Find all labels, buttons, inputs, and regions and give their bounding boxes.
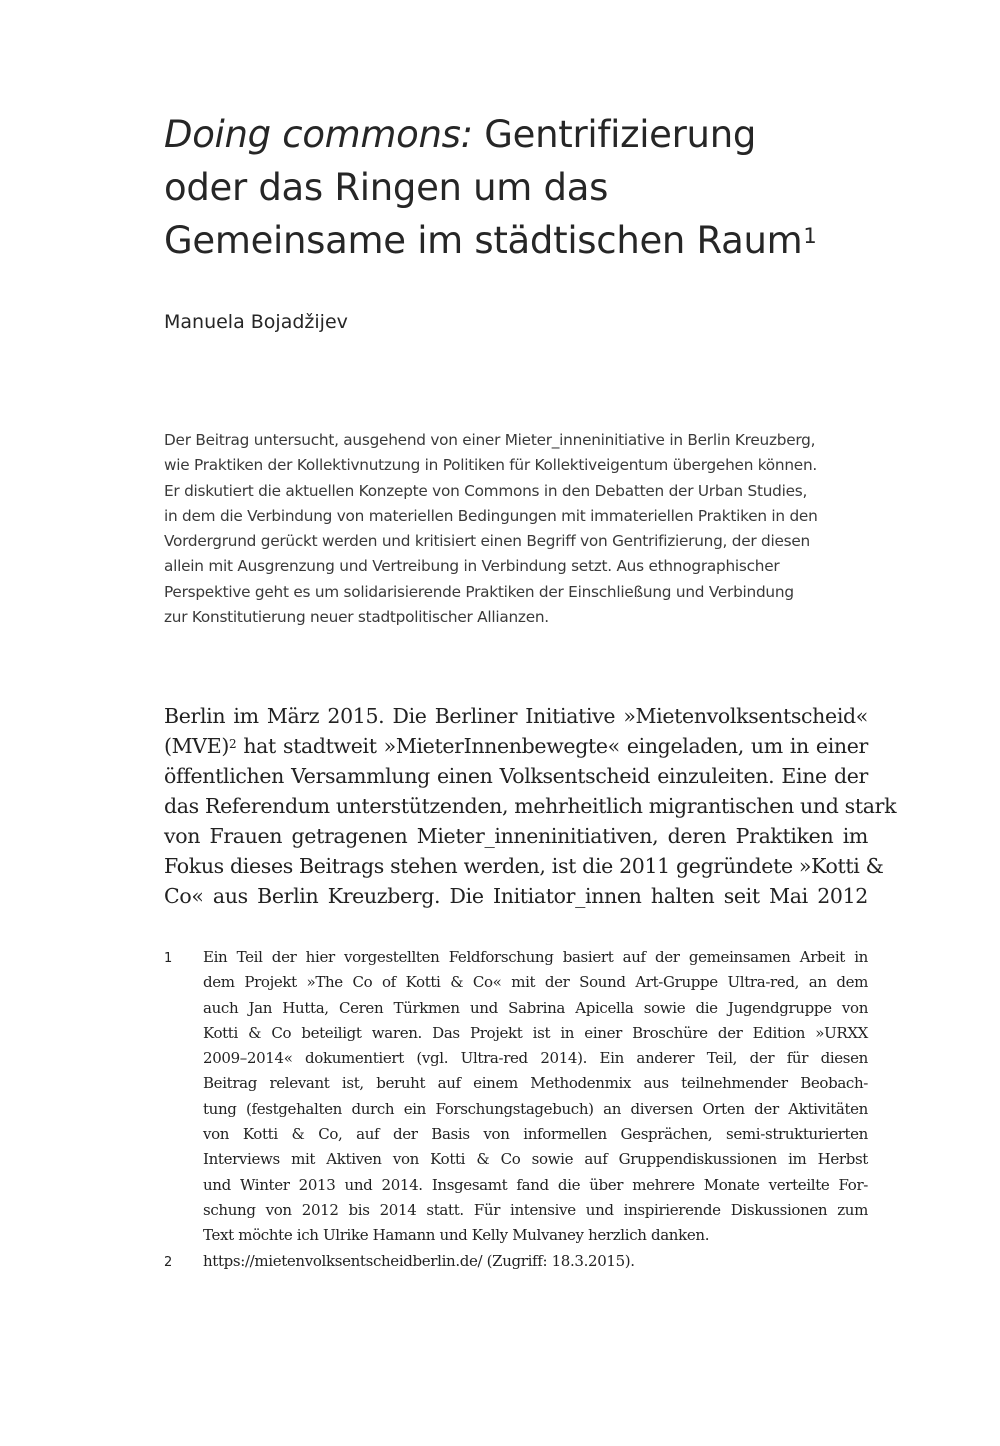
footnote-line: Interviews mit Aktiven von Kotti & Co sowie auf Gruppendiskussionen im Herbst (203, 1150, 868, 1169)
body-line: Berlin im März 2015. Die Berliner Initiative »Mietenvolksentscheid« (164, 704, 868, 728)
footnote-line: von Kotti & Co, auf der Basis von informellen Gesprächen, semi-strukturierten (203, 1125, 868, 1144)
abstract-line: allein mit Ausgrenzung und Vertreibung in Verbindung setzt. Aus ethnographischer (164, 557, 780, 576)
footnote-line: auch Jan Hutta, Ceren Türkmen und Sabrina Apicella sowie die Jugendgruppe von (203, 998, 868, 1017)
body-line: von Frauen getragenen Mieter_inneninitiativen, deren Praktiken im (164, 824, 868, 848)
title-line-2: oder das Ringen um das (164, 166, 609, 209)
title-line-1: Gentrifizierung (484, 113, 757, 156)
footnote-line: Beitrag relevant ist, beruht auf einem Methodenmix aus teilnehmender Beobach- (203, 1074, 868, 1093)
abstract (164, 428, 854, 630)
footnote-line: Kotti & Co beteiligt waren. Das Projekt ist in einer Broschüre der Edition »URXX (203, 1023, 868, 1042)
footnote-text (203, 945, 868, 1249)
abstract-line: Perspektive geht es um solidarisierende Praktiken der Einschließung und Verbindung (164, 582, 794, 601)
footnote-link[interactable]: https://mietenvolksentscheidberlin.de/ (Zugriff: 18.3.2015). (203, 1251, 635, 1270)
footnote-line: und Winter 2013 und 2014. Insgesamt fand die über mehrere Monate verteilte For- (203, 1175, 868, 1194)
footnote-line: schung von 2012 bis 2014 statt. Für intensive und inspirierende Diskussionen zum (203, 1200, 868, 1219)
body-paragraph (164, 701, 897, 911)
abstract-line: Der Beitrag untersucht, ausgehend von einer Mieter_inneninitiative in Berlin Kreuzberg, (164, 431, 816, 449)
footnotes (164, 945, 868, 1274)
footnote-number: 1 (164, 951, 173, 966)
body-line: Fokus dieses Beitrags stehen werden, ist die 2011 gegründete »Kotti & (164, 854, 884, 878)
body-line-2-start: (MVE) (164, 734, 230, 758)
abstract-line: Er diskutiert die aktuellen Konzepte von Commons in den Debatten der Urban Studies, (164, 481, 808, 500)
footnote-2 (164, 1249, 868, 1274)
abstract-line: zur Konstitutierung neuer stadtpolitischer Allianzen. (164, 608, 549, 627)
body-line: Co« aus Berlin Kreuzberg. Die Initiator_innen halten seit Mai 2012 (164, 884, 868, 908)
title-footnote-ref[interactable]: 1 (803, 224, 817, 248)
abstract-line: wie Praktiken der Kollektivnutzung in Politiken für Kollektiveigentum übergehen können. (164, 456, 818, 475)
author-name: Manuela Bojadžijev (164, 311, 348, 333)
body-line (164, 731, 868, 761)
body-line: das Referendum unterstützenden, mehrheitlich migrantischen und stark (164, 794, 897, 818)
footnote-1 (164, 945, 868, 1249)
footnote-text (203, 1249, 868, 1274)
footnote-number: 2 (164, 1254, 173, 1270)
footnote-line: Text möchte ich Ulrike Hamann und Kelly Mulvaney herzlich danken. (203, 1226, 710, 1245)
article-title (164, 108, 904, 267)
abstract-line: Vordergrund gerückt werden und kritisiert einen Begriff von Gentrifizierung, der diesen (164, 532, 810, 551)
abstract-line: in dem die Verbindung von materiellen Bedingungen mit immateriellen Praktiken in den (164, 506, 818, 525)
footnote-line: 2009–2014« dokumentiert (vgl. Ultra-red 2014). Ein anderer Teil, der für diesen (203, 1049, 868, 1068)
footnote-line: dem Projekt »The Co of Kotti & Co« mit der Sound Art-Gruppe Ultra-red, an dem (203, 973, 868, 992)
body-footnote-ref[interactable]: 2 (229, 737, 237, 751)
title-line-3: Gemeinsame im städtischen Raum (164, 219, 803, 262)
body-line-2-rest: hat stadtweit »MieterInnenbewegte« eingeladen, um in einer (236, 734, 868, 758)
body-line: öffentlichen Versammlung einen Volksentscheid einzuleiten. Eine der (164, 764, 868, 788)
footnote-line: tung (festgehalten durch ein Forschungstagebuch) an diversen Orten der Aktivitäten (203, 1099, 868, 1118)
title-italic-part: Doing commons: (164, 113, 473, 156)
footnote-line: Ein Teil der hier vorgestellten Feldforschung basiert auf der gemeinsamen Arbeit in (203, 948, 868, 966)
